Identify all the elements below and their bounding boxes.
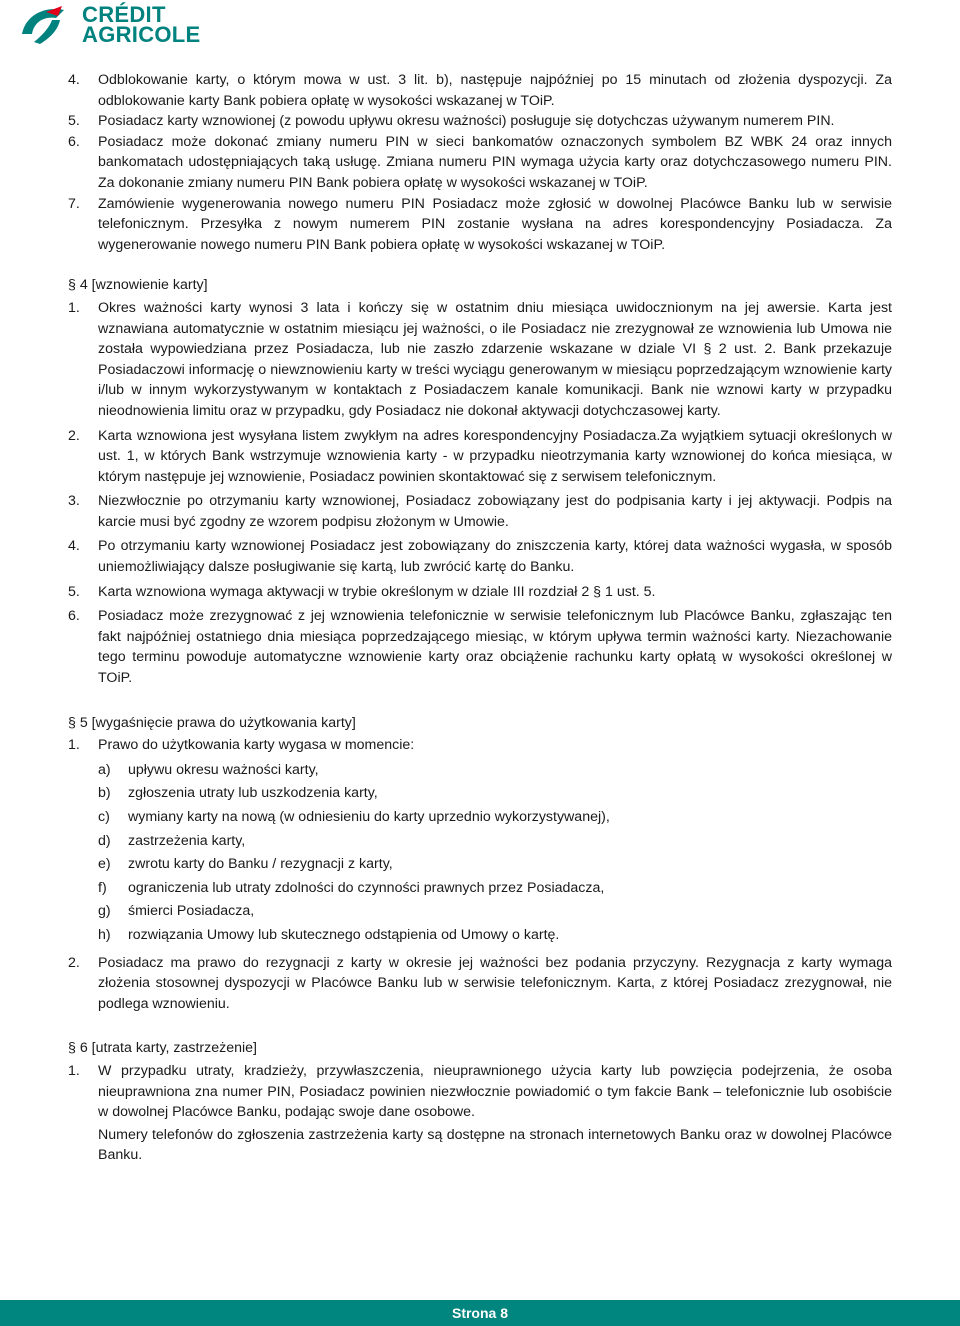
sub-item-letter: b): [98, 785, 111, 802]
item-text: Karta wznowiona wymaga aktywacji w trybie określonym w dziale III rozdział 2 § 1 ust. 5.: [98, 583, 656, 600]
credit-agricole-icon: [16, 4, 74, 46]
sub-item-text: upływu okresu ważności karty,: [128, 761, 319, 778]
list-item: [68, 1061, 892, 1123]
item-number: 4.: [68, 72, 80, 88]
list-item: [68, 111, 892, 132]
item-text: Posiadacz może zrezygnować z jej wznowienia telefonicznie w serwisie telefonicznym lub Placówce Banku, zgłaszając ten fakt najpóźniej ostatniego dnia miesiąca poprzedzającego miesiąc, w którym upływa termin ważności karty. Niezachowanie tego terminu powoduje automatyczne wznowienie karty oraz obciążenie rachunku karty opłatą w wysokości określonej w TOiP.: [98, 608, 892, 687]
list-item: [68, 606, 892, 688]
item-number: 3.: [68, 493, 80, 510]
item-number: 7.: [68, 195, 80, 212]
sub-item-letter: a): [98, 761, 111, 778]
item-text: Po otrzymaniu karty wznowionej Posiadacz jest zobowiązany do zniszczenia karty, której data ważności wygasła, w sposób uniemożliwiający dalsze posługiwanie się kartą, lub zwrócić kartę do Banku.: [98, 538, 892, 576]
section-6-list: [68, 1061, 892, 1166]
sub-item-text: śmierci Posiadacza,: [128, 903, 255, 920]
item-text: Odblokowanie karty, o którym mowa w ust. 3 lit. b), następuje najpóźniej po 15 minutach od złożenia dyspozycji. Za odblokowanie karty Bank pobiera opłatę w wysokości wskazanej w TOiP.: [98, 72, 892, 109]
sub-item-text: zgłoszenia utraty lub uszkodzenia karty,: [128, 785, 378, 802]
sub-item: [98, 807, 892, 828]
item-number: 5.: [68, 583, 80, 600]
item-text: Zamówienie wygenerowania nowego numeru PIN Posiadacz może zgłosić w dowolnej Placówce Banku lub w serwisie telefonicznym. Przesyłka z nowym numerem PIN zostanie wysłana na adres korespondencyjny Posiadacza. Za wygenerowanie nowego numeru PIN Bank pobiera opłatę w wysokości wskazanej w TOiP.: [98, 195, 892, 253]
item-text: W przypadku utraty, kradzieży, przywłaszczenia, nieuprawnionego użycia karty lub powzięcia podejrzenia, że osoba nieuprawniona zna numer PIN, Posiadacz powinien niezwłocznie powiadomić o tym fakcie Bank – telefonicznie lub osobiście w dowolnej Placówce Banku, podając swoje dane osobowe.: [98, 1062, 892, 1121]
item-number: 2.: [68, 954, 80, 971]
brand-line1: CRÉDIT: [82, 2, 166, 27]
sub-item: [98, 901, 892, 922]
item-number: 5.: [68, 113, 80, 130]
item-number: 2.: [68, 427, 80, 444]
list-item: [68, 953, 892, 1015]
section-4-heading: § 4 [wznowienie karty]: [68, 277, 208, 294]
sub-item-text: zwrotu karty do Banku / rezygnacji z karty,: [128, 856, 393, 873]
item-text: Posiadacz karty wznowionej (z powodu upływu okresu ważności) posługuje się dotychczas używanym numerem PIN.: [98, 113, 835, 130]
item-number: 4.: [68, 538, 80, 555]
section-4-list: [68, 298, 892, 689]
sub-item-text: ograniczenia lub utraty zdolności do czynności prawnych przez Posiadacza,: [128, 879, 605, 896]
sub-item: [98, 783, 892, 804]
item-text: Karta wznowiona jest wysyłana listem zwykłym na adres korespondencyjny Posiadacza.Za wyjątkiem sytuacji określonych w ust. 1, w których Bank wstrzymuje wznowienia karty - w przypadku nieotrzymania karty wznowionej do końca miesiąca, w którym następuje jej wznowienie, Posiadacz powinien skontaktować się z serwisem telefonicznym.: [98, 427, 892, 485]
item-number: 1.: [68, 737, 80, 754]
item-number: 6.: [68, 608, 80, 625]
item-text: Prawo do użytkowania karty wygasa w momencie:: [98, 737, 415, 754]
top-list: [68, 70, 892, 255]
item-number: 1.: [68, 299, 80, 316]
sub-item-letter: e): [98, 856, 111, 873]
section-5-list: [68, 735, 892, 1014]
item-text: Okres ważności karty wynosi 3 lata i kończy się w ostatnim dniu miesiąca uwidocznionym na jej awersie. Karta jest wznawiana automatycznie w ostatnim miesiącu jej ważności, o ile Posiadacz nie zrezygnował ze wznowienia lub Umowa nie została wypowiedziana przez Posiadacza, lub nie zaszło zdarzenie wskazane w dziale VI § 2 ust. 2. Bank przekazuje Posiadaczowi informację o niewznowieniu karty w treści wyciągu generowanym w miesiącu poprzedzającym wznowienie karty i/lub w innym wykorzystywanym w kontaktach z Posiadaczem kanale komunikacji. Bank nie wznowi karty w przypadku nieodnowienia limitu oraz w przypadku, gdy Posiadacz nie dokonał aktywacji dotychczasowej karty.: [98, 299, 892, 419]
sub-item-letter: f): [98, 879, 107, 896]
sub-item-letter: g): [98, 903, 111, 920]
item-number: 6.: [68, 133, 80, 150]
item-number: 1.: [68, 1062, 80, 1079]
list-item: [68, 70, 892, 111]
sub-item-letter: d): [98, 832, 111, 849]
list-item: [68, 491, 892, 532]
sub-item: [98, 878, 892, 899]
page-number: Strona 8: [451, 1305, 508, 1321]
sub-item-text: wymiany karty na nową (w odniesieniu do karty uprzednio wykorzystywanej),: [128, 809, 610, 825]
section-6-heading: § 6 [utrata karty, zastrzeżenie]: [68, 1040, 257, 1057]
phone-note: Numery telefonów do zgłoszenia zastrzeżenia karty są dostępne na stronach internetowych Banku oraz w dowolnej Placówce Banku.: [98, 1126, 892, 1164]
document-body: [68, 70, 892, 1166]
list-item: [68, 536, 892, 577]
page-footer: [0, 1300, 960, 1326]
sub-item-letter: c): [98, 809, 110, 825]
list-item: [68, 298, 892, 422]
sub-item-text: rozwiązania Umowy lub skutecznego odstąpienia od Umowy o kartę.: [128, 926, 560, 943]
sub-item-text: zastrzeżenia karty,: [128, 832, 246, 849]
brand-name: [82, 2, 201, 47]
item-text: Niezwłocznie po otrzymaniu karty wznowionej, Posiadacz zobowiązany jest do podpisania karty i jej aktywacji. Podpis na karcie musi być zgodny ze wzorem podpisu złożonym w Umowie.: [98, 493, 892, 530]
sub-item: [98, 854, 892, 875]
list-item: [68, 132, 892, 194]
sub-item: [98, 760, 892, 781]
list-item: [68, 735, 892, 756]
brand-logo: [16, 4, 201, 46]
brand-line2: AGRICOLE: [82, 22, 201, 47]
list-item: [68, 426, 892, 488]
sub-item: [98, 831, 892, 852]
section-5-heading: § 5 [wygaśnięcie prawa do użytkowania karty]: [68, 714, 356, 731]
list-item: [68, 582, 892, 603]
sub-item-letter: h): [98, 926, 111, 943]
item-text: Posiadacz może dokonać zmiany numeru PIN w sieci bankomatów oznaczonych symbolem BZ WBK 24 oraz innych bankomatach udostępniających taką usługę. Zmiana numeru PIN wymaga użycia karty oraz dotychczasowego numeru PIN. Za dokonanie zmiany numeru PIN Bank pobiera opłatę w wysokości wskazanej w TOiP.: [98, 133, 892, 191]
list-item: [68, 194, 892, 256]
sub-item: [98, 925, 892, 946]
item-text: Posiadacz ma prawo do rezygnacji z karty w okresie jej ważności bez podania przyczyny. Rezygnacja z karty wymaga złożenia stosownej dyspozycji w Placówce Banku lub w serwisie telefonicznym. Karta, z której Posiadacz zrezygnował, nie podlega wznowieniu.: [98, 954, 892, 1012]
